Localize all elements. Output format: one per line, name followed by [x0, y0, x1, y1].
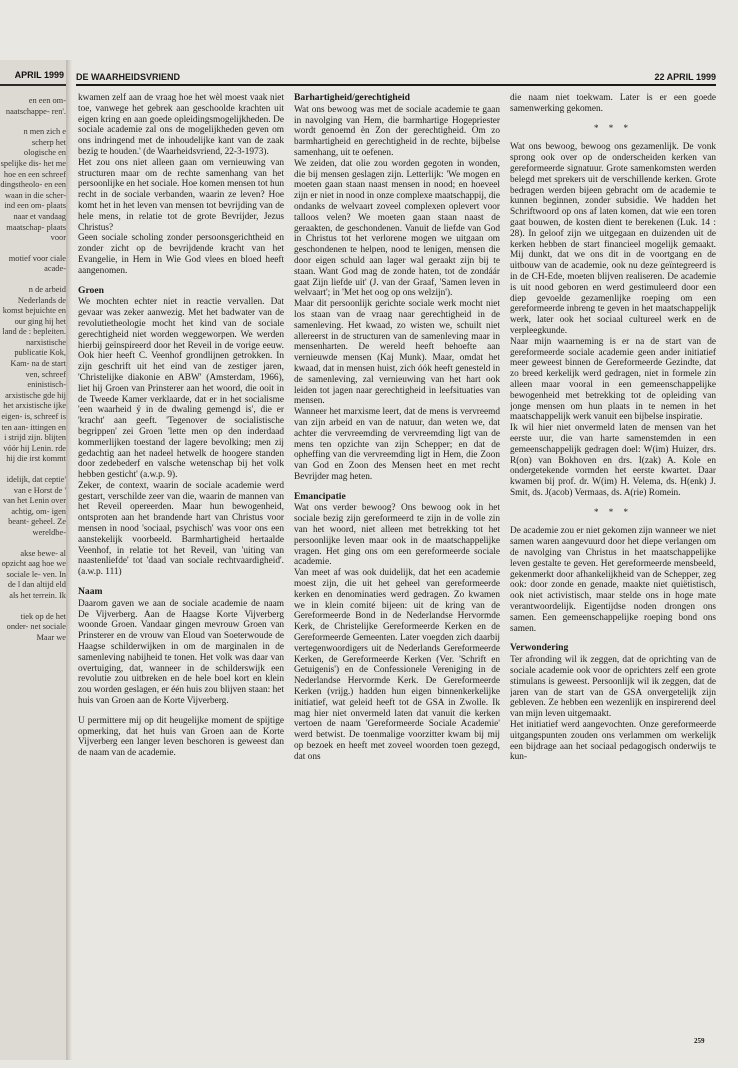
prev-fragment: en een om- naatschappe- ren'. — [5, 96, 66, 116]
column-2 — [294, 93, 500, 1033]
column-3 — [510, 93, 716, 1033]
paragraph: Zeker, de context, waarin de sociale academie werd gestart, verschilde zeer van die, waarin de mannen van het Reveil opereerden. Maar hun bewogenheid, ontsproten aan het brandende hart van Christus voor mensen in nood 'sociaal, psychisch' was voor ons een aanstekelijk voorbeeld. Barmhartigheid hertaalde Veenhof, in relatie tot het Reveil, van 'uiting van naastenliefde' tot 'daad van sociale rechtvaardigheid'. (a.w.p. 111) — [78, 480, 284, 578]
section-divider: * * * — [594, 506, 632, 517]
section-heading: Groen — [78, 284, 104, 296]
prev-fragment: idelijk, dat ceptie' van e Horst de ' van het Lenin over achtig, om- igen beant- geheel. Ze wereldbe- — [2, 475, 66, 537]
column-1 — [78, 93, 284, 1033]
paragraph: die naam niet toekwam. Later is er een goede samenwerking gekomen. — [510, 93, 716, 114]
prev-fragment: n men zich e scherp het ologische en spelijke dis- het me hoe en een schreef dingstheolo- en een waan in die scher- ind een om- plaats naar et vandaag maatschap- plaats voor — [0, 127, 66, 243]
previous-page-text — [0, 96, 66, 653]
paragraph: Naar mijn waarneming is er na de start van de gereformeerde sociale academie geen ander initiatief meer geweest binnen de Gereformeerde Gezindte, dat zo breed kerkelijk werd gedragen, niet in formele zin alleen maar vooral in een gemeenschappelijke bewogenheid met betrekking tot de opleiding van jonge mensen om hun plaats in te nemen in het maatschappelijk werk vanuit een bijbelse inspiratie. — [510, 336, 716, 423]
page-number: 259 — [694, 1037, 705, 1045]
page-gutter — [66, 60, 72, 1060]
paragraph: Wanneer het marxisme leert, dat de mens is vervreemd van zijn arbeid en van de natuur, dan weten we, dat achter die vervreemding de vervreemding ligt van de mens ten opzichte van zijn Schepper; en dat de opheffing van die vervreemding ligt in Hem, die Zoon van God en Zoon des Mensen heet en met recht Bevrijder mag heten. — [294, 407, 500, 482]
header-rule — [76, 84, 716, 86]
paragraph: kwamen zelf aan de vraag hoe het wèl moest vaak niet toe, vanwege het gebrek aan geschoolde krachten uit eigen kring en aan goede opleidingsmogelijkheden. De sociale academie zal ons de mogelijkheden geven om ons indringend met de inhoudelijke kant van de zaak bezig te houden.' (de Waarheidsvriend, 22-3-1973). — [78, 93, 284, 157]
publication-title: DE WAARHEIDSVRIEND — [76, 72, 181, 82]
paragraph: U permittere mij op dit heugelijke moment de spijtige opmerking, dat het huis van Groen aan de Korte Vijverberg een langer leven beschoren is geweest dan de naam van de academie. — [78, 715, 284, 759]
paragraph: Ter afronding wil ik zeggen, dat de oprichting van de sociale academie ook voor de oprichters zelf een grote stimulans is geweest. Persoonlijk wil ik zeggen, dat de jaren van de start van de GSA onvergetelijk zijn gebleven. Ze hebben een wezenlijk en inspirerend deel van mijn leven uitgemaakt. — [510, 655, 716, 720]
paragraph: De academie zou er niet gekomen zijn wanneer we niet samen waren aangevuurd door het diepe verlangen om de navolging van Christus in het maatschappelijke leven gestalte te geven. Het gereformeerde mensbeeld, gekenmerkt door afhankelijkheid van de Schepper, zeg ook: door zonde en genade, maakte niet quiëtistisch, ook niet activistisch, maar stelde ons in hoge mate verantwoordelijk. Eigentijdse noden drongen ons samen. Een gemeenschappelijke roeping bond ons samen. — [510, 526, 716, 634]
paragraph: Het zou ons niet alleen gaan om vernieuwing van structuren maar om de rechte samenhang van het persoonlijke en het sociale. Hoe komen mensen tot hun recht in de sociale verbanden, waarin ze leven? Hoe komt het in het leven van mensen tot bevrijding van de hele mens, in relatie tot de grote Bevrijder, Jezus Christus? — [78, 157, 284, 233]
issue-date: 22 APRIL 1999 — [654, 72, 716, 82]
paragraph: We zeiden, dat olie zou worden gegoten in wonden, die bij mensen geslagen zijn. Letterlijk: 'We mogen en moeten gaan staan naast mensen in nood; en hoeveel zijn er niet in nood in onze complexe maatschappij, die ondanks de welvaart zoveel complexen oplevert voor talloos velen? We moeten gaan staan naast de geraakten, de geschondenen. Vanuit de liefde van God in Christus tot het verlorene mogen we uitgaan om geschondenen te helpen, nood te lenigen, mensen die door eigen schuld aan lager wal geraakt zijn bij te staan. Want God mag de zonde haten, tot de zondáár gaat Zijn liefde uit' (J. van der Graaf, 'Samen leven in welvaart'; in 'Met het oog op ons welzijn'). — [294, 158, 500, 299]
prev-fragment: n de arbeid Nederlands de komst bejuichte en our ging hij het land de : bepleiten. narxistische publicatie Kok, Kam- na de start ven, schreef eninistisch- arxistische gde hij het arxistische ijke eigen- is, schreef is ten aan- ittingen en i strijd zijn. blijten vóór hij Lenin. rde hij die irst kommt — [1, 284, 66, 464]
prev-fragment: tiek op de het onder- net sociale Maar we — [6, 611, 66, 642]
paragraph: Geen sociale scholing zonder persoonsgerichtheid en zonder zicht op de bevrijdende kracht van het Evangelie, in Hem in Wie God vlees en bloed heeft aangenomen. — [78, 233, 284, 276]
prev-fragment: motief voor ciale acade- — [8, 253, 66, 274]
paragraph: Het initiatief werd aangevochten. Onze gereformeerde uitgangspunten zouden ons verlammen om werkelijk een bijdrage aan het sociaal pedagogisch onderwijs te kun- — [510, 720, 716, 763]
paragraph: Wat ons bewoog was met de sociale academie te gaan in navolging van Hem, die barmhartige Hogepriester wordt genoemd èn Zon der gerechtigheid. Om zo barmhartigheid en gerechtigheid in de rechte, bijbelse samenhang, uit te oefenen. — [294, 104, 500, 158]
paragraph: Daarom gaven we aan de sociale academie de naam De Vijverberg. Aan de Haagse Korte Vijverberg woonde Groen. Vandaar gingen mevrouw Groen van Prinsterer en de vrouw van Eloud van Soeterwoude de Haagse schilderwijken in om de marginalen in de samenleving nabijheid te tonen. Het volk was daar van overtuiging, dat, wanneer in de schilderswijk een revolutie zou uitbreken en de hele boel kort en klein zou worden geslagen, er één huis zou blijven staan: het huis van Groen aan de Korte Vijverberg. — [78, 598, 284, 707]
paragraph: Wat ons bewoog, bewoog ons gezamenlijk. De vonk sprong ook over op de onderscheiden kerken van gereformeerde signatuur. Grote samenkomsten werden belegd met sprekers uit de verschillende kerken. Grote bedragen werden bijeen gebracht om de academie te kunnen beginnen, zonder subsidie. We hadden het Schriftwoord op ons af laten komen, dat wie een toren gaat bouwen, de kosten dient te berekenen (Luk. 14 : 28). In geloof zijn we uitgegaan en duizenden uit de kerken hebben de start financieel mogelijk gemaakt. Mij dunkt, dat we ons dit in de voortgang en de uitbouw van de academie, ook nu deze geïntegreerd is in de CH-Ede, moeten blijven realiseren. De academie is uit nood geboren en werd gestimuleerd door een diep gevoelde gezamenlijke roeping om een gereformeerde inbreng te geven in het maatschappelijk werk, later ook het sociaal cultureel werk en de verpleegkunde. — [510, 142, 716, 336]
paragraph: Van meet af was ook duidelijk, dat het een academie moest zijn, die uit het geheel van gereformeerde kerken en denominaties werd gedragen. Zo kwamen we in klein comité bijeen: uit de kring van de Gereformeerde Bond in de Nederlandse Hervormde Kerk, de Christelijke Gereformeerde Kerken en de Gereformeerde Gemeenten. Later voegden zich daarbij vertegenwoordigers uit de Nederlands Gereformeerde Kerken, de Gereformeerde Kerken (Ver. 'Schrift en Getuigenis') en de Confessionele Vereniging in de Nederlandse Hervormde Kerk. De Gereformeerde Kerken (vrijg.) hadden hun eigen binnenkerkelijke initiatief, wat geleid heeft tot de GSA in Zwolle. Ik mag hier niet onvermeld laten dat vanuit die kerken vertoen de naam 'Gereformeerde Sociale Academie' werd betwist. De toenmalige voorzitter kwam bij mij op bezoek en heeft met zoveel woorden toen gezegd, dat ons — [294, 568, 500, 762]
page-header — [76, 70, 716, 84]
paragraph: Wat ons verder bewoog? Ons bewoog ook in het sociale bezig zijn gereformeerd te zijn in de volle zin van het woord, niet alleen met betrekking tot het persoonlijke leven maar ook in de maatschappelijke vragen. Het ging ons om een gereformeerde sociale academie. — [294, 503, 500, 568]
prev-fragment: akse bewe- al opzicht aag hoe we sociale le- ven. In de l dan altijd eld als het terrein. Ik — [1, 548, 66, 600]
previous-page-rule — [0, 84, 68, 86]
previous-page-header: APRIL 1999 — [14, 70, 64, 80]
section-heading: Verwondering — [510, 642, 569, 654]
paragraph: Maar dit persoonlijk gerichte sociale werk mocht niet los staan van de vraag naar gerechtigheid in de samenleving. Het kwaad, zo wisten we, schuilt niet allereerst in de structuren van de samenleving maar in mensenharten. De wereld heeft behoefte aan vernieuwde mensen (Kaj Munk). Maar, omdat het kwaad, dat in mensen huist, zich óók heeft genesteld in de samenleving, zal vernieuwing van het hart ook leiden tot jagen naar gerechtigheid in leefsituaties van mensen. — [294, 299, 500, 407]
paragraph: Ik wil hier niet onvermeld laten de mensen van het eerste uur, die van harte samenstemden in een gemeenschappelijk gedragen doel: W(im) Huizer, drs. R(on) van Bokhoven en drs. I(zak) A. Kole en ondergetekende vormden het eerste kwartet. Daar kwamen bij prof. dr. W(im) H. Velema, ds. H(enk) J. Smit, ds. J(acob) Vermaas, ds. A(rie) Romein. — [510, 423, 716, 498]
section-heading: Naam — [78, 586, 103, 598]
section-heading: Barhartigheid/gerechtigheid — [294, 93, 411, 103]
paragraph: We mochten echter niet in reactie vervallen. Dat gevaar was zeker aanwezig. Met het badwater van de revolutietheologie mocht het kind van de sociale gerechtigheid niet worden weggeworpen. We werden hierbij geïnspireerd door het Reveil in de vorige eeuw. Ook hier heeft C. Veenhof grondlijnen getrokken. In zijn geschrift uit het eind van de zestiger jaren, 'Christelijke diakonie en ABW' (Amsterdam, 1966), liet hij Groen van Prinsterer aan het woord, die ooit in de Tweede Kamer verklaarde, dat er in het socialisme 'een waarheid ÿ in de dwaling gemengd is', die er 'kracht' aan geeft. 'Tegenover de socialistische begrippen' zei Groen 'lette men op den inderdaad kommerlijken toestand der lagere bevolking; men zij gedachtig aan het nadeel hetwelk de hoogere standen door zedebederf en valsche wetenschap bij het volk hebben gesticht' (a.w.p. 9). — [78, 297, 284, 481]
section-heading: Emancipatie — [294, 490, 346, 502]
section-divider: * * * — [594, 122, 632, 133]
